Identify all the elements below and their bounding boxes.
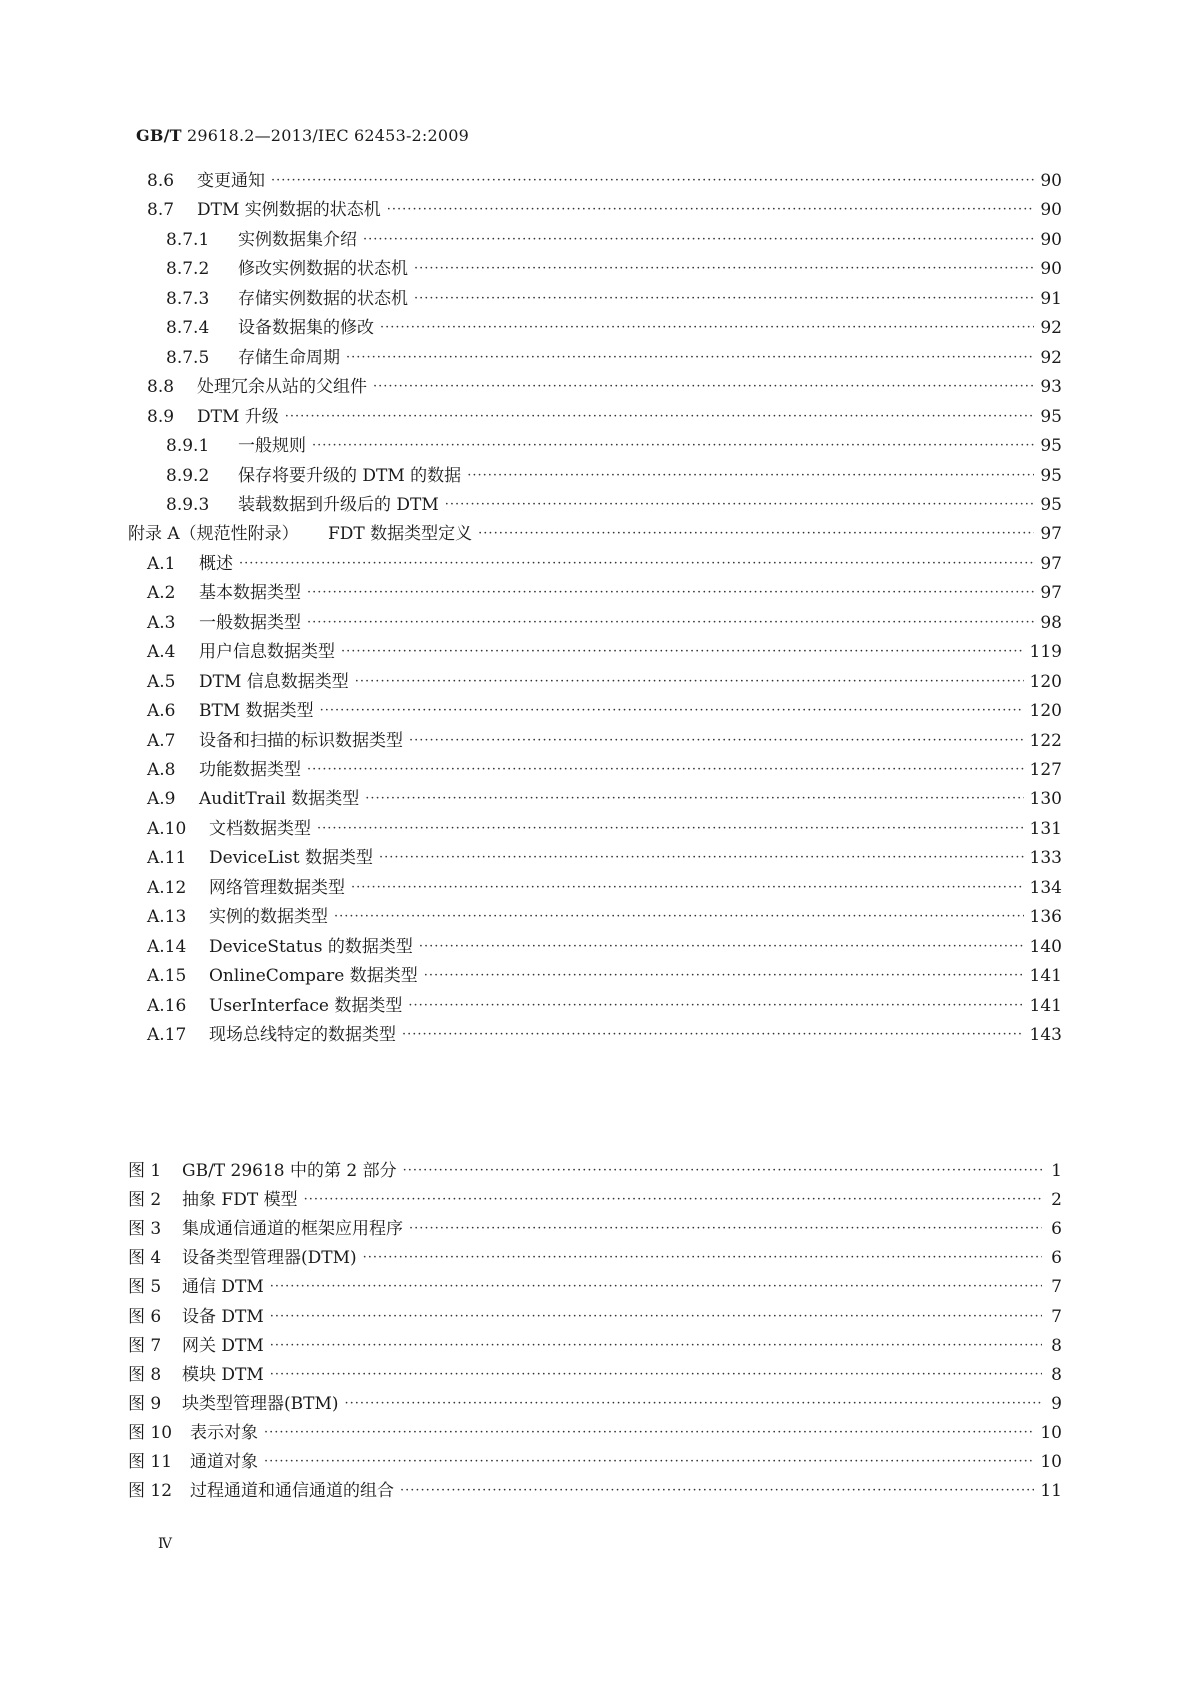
toc-section-number: A.1	[147, 553, 176, 574]
dot-leader	[445, 492, 1035, 518]
toc-section-title: DeviceStatus 的数据类型	[209, 936, 413, 957]
toc-figure-title: 块类型管理器(BTM)	[182, 1393, 339, 1414]
dot-leader	[414, 286, 1034, 312]
dot-leader	[467, 463, 1034, 489]
dot-leader	[341, 639, 1024, 665]
toc-figure-title: GB/T 29618 中的第 2 部分	[182, 1161, 397, 1181]
dot-leader	[320, 698, 1024, 724]
toc-section-page-number: 90	[1040, 229, 1062, 250]
toc-figure-page-number: 10	[1040, 1452, 1062, 1472]
dot-leader	[264, 1449, 1034, 1475]
toc-section-entry[interactable]	[147, 963, 1062, 989]
toc-section-entry[interactable]	[166, 345, 1062, 371]
dot-leader	[478, 521, 1034, 547]
toc-section-number: A.13	[147, 907, 187, 928]
toc-section-number: 8.7.5	[166, 347, 210, 368]
dot-leader	[270, 1333, 1042, 1359]
toc-figure-entry[interactable]	[128, 1333, 1062, 1359]
toc-section-page-number: 134	[1029, 877, 1062, 898]
toc-section-page-number: 91	[1040, 288, 1062, 309]
standard-number: 29618.2—2013/IEC 62453-2:2009	[187, 126, 470, 145]
toc-section-number: 8.7.1	[166, 229, 210, 250]
toc-section-page-number: 90	[1040, 171, 1062, 191]
toc-section-page-number: 90	[1040, 259, 1062, 280]
toc-section-entry[interactable]	[166, 286, 1062, 312]
toc-section-entry[interactable]	[147, 610, 1062, 636]
toc-figure-page-number: 6	[1051, 1248, 1062, 1269]
toc-section-page-number: 141	[1029, 966, 1062, 987]
toc-figure-title: 抽象 FDT 模型	[182, 1190, 298, 1211]
toc-section-page-number: 119	[1029, 642, 1062, 663]
page-number: Ⅳ	[158, 1536, 172, 1552]
toc-section-entry[interactable]	[147, 875, 1062, 901]
toc-section-number: A.8	[147, 760, 176, 780]
dot-leader	[264, 1420, 1034, 1446]
toc-section-title: 用户信息数据类型	[199, 642, 335, 663]
toc-section-title: DeviceList 数据类型	[209, 848, 373, 869]
dot-leader	[307, 580, 1034, 606]
toc-section-number: 8.9.2	[166, 465, 210, 486]
toc-section-page-number: 93	[1040, 377, 1062, 398]
toc-section-title: 处理冗余从站的父组件	[197, 377, 367, 398]
toc-section-entry[interactable]	[147, 1022, 1062, 1048]
toc-section-page-number: 97	[1040, 553, 1062, 574]
toc-figure-number: 图 10	[128, 1422, 173, 1443]
toc-section-page-number: 136	[1029, 907, 1062, 928]
toc-section-title: 设备和扫描的标识数据类型	[199, 730, 403, 751]
toc-section-entry[interactable]	[147, 669, 1062, 695]
toc-section-page-number: 122	[1029, 730, 1062, 751]
dot-leader	[307, 610, 1034, 636]
dot-leader	[285, 404, 1035, 430]
toc-section-page-number: 120	[1029, 701, 1062, 722]
toc-section-number: 8.6	[147, 171, 175, 191]
toc-figure-entry[interactable]	[128, 1216, 1062, 1242]
toc-section-page-number: 95	[1040, 436, 1062, 457]
dot-leader	[355, 669, 1024, 695]
toc-section-title: 保存将要升级的 DTM 的数据	[238, 465, 462, 486]
toc-section-title: UserInterface 数据类型	[209, 995, 403, 1016]
toc-section-number: A.7	[147, 730, 176, 751]
toc-section-title: 网络管理数据类型	[209, 877, 345, 898]
toc-section-number: A.2	[147, 583, 176, 604]
dot-leader	[409, 728, 1024, 754]
dot-leader	[363, 227, 1034, 253]
dot-leader	[409, 1216, 1042, 1242]
toc-figure-page-number: 7	[1051, 1306, 1062, 1327]
toc-figure-title: 过程通道和通信通道的组合	[190, 1481, 394, 1502]
toc-section-entry[interactable]	[128, 521, 1062, 547]
toc-section-number: 8.8	[147, 377, 175, 398]
toc-section-page-number: 127	[1029, 760, 1062, 780]
toc-section-title: DTM 实例数据的状态机	[197, 200, 381, 221]
toc-figure-entry[interactable]	[128, 1245, 1062, 1271]
toc-figure-title: 设备类型管理器(DTM)	[182, 1248, 357, 1269]
toc-figure-title: 通道对象	[190, 1452, 258, 1472]
toc-figure-title: 设备 DTM	[182, 1306, 264, 1327]
toc-figure-title: 模块 DTM	[182, 1364, 264, 1385]
toc-section-title: OnlineCompare 数据类型	[209, 966, 418, 987]
toc-figure-number: 图 7	[128, 1335, 162, 1356]
toc-section-entry[interactable]	[147, 404, 1062, 430]
toc-section-entry[interactable]	[147, 786, 1062, 812]
toc-section-page-number: 133	[1029, 848, 1062, 869]
dot-leader	[424, 963, 1024, 989]
toc-section-entry[interactable]	[147, 757, 1062, 783]
dot-leader	[239, 551, 1034, 577]
toc-section-entry[interactable]	[147, 374, 1062, 400]
toc-figure-title: 表示对象	[190, 1422, 258, 1443]
toc-section-number: 附录 A（规范性附录）	[128, 524, 299, 545]
toc-section-number: A.4	[147, 642, 176, 663]
toc-section-entry[interactable]	[147, 580, 1062, 606]
toc-section-page-number: 95	[1040, 494, 1062, 515]
toc-figure-entry[interactable]	[128, 1187, 1062, 1213]
toc-section-entry[interactable]	[147, 816, 1062, 842]
toc-figure-number: 图 2	[128, 1190, 162, 1211]
toc-section-page-number: 97	[1040, 524, 1062, 545]
toc-figure-number: 图 3	[128, 1219, 162, 1240]
toc-section-title: 装载数据到升级后的 DTM	[238, 494, 439, 515]
toc-section-entry[interactable]	[147, 551, 1062, 577]
toc-section-number: A.11	[147, 848, 187, 869]
toc-figure-page-number: 9	[1051, 1393, 1062, 1414]
toc-section-page-number: 97	[1040, 583, 1062, 604]
toc-section-number: A.10	[147, 818, 187, 839]
toc-section-title: 实例数据集介绍	[238, 229, 357, 250]
toc-section-number: A.5	[147, 671, 176, 692]
dot-leader	[304, 1187, 1042, 1213]
toc-section-title: 存储生命周期	[238, 347, 340, 368]
dot-leader	[363, 1245, 1042, 1271]
dot-leader	[419, 934, 1024, 960]
dot-leader	[387, 197, 1035, 223]
toc-section-entry[interactable]	[147, 197, 1062, 223]
dot-leader	[365, 786, 1023, 812]
toc-figure-page-number: 7	[1051, 1277, 1062, 1298]
dot-leader	[270, 1274, 1042, 1300]
toc-section-page-number: 143	[1029, 1025, 1062, 1046]
toc-figure-number: 图 1	[128, 1161, 162, 1181]
toc-section-title: AuditTrail 数据类型	[199, 789, 360, 810]
toc-figure-page-number: 10	[1040, 1422, 1062, 1443]
toc-section-page-number: 141	[1029, 995, 1062, 1016]
dot-leader	[271, 168, 1034, 194]
toc-section-title: DTM 信息数据类型	[199, 671, 349, 692]
dot-leader	[373, 374, 1034, 400]
dot-leader	[351, 875, 1024, 901]
standard-prefix: GB/T	[136, 126, 182, 145]
toc-section-number: A.3	[147, 612, 176, 633]
toc-section-title: 文档数据类型	[209, 818, 311, 839]
toc-section-title: 实例的数据类型	[209, 907, 328, 928]
toc-section-page-number: 140	[1029, 936, 1062, 957]
toc-figure-number: 图 8	[128, 1364, 162, 1385]
toc-section-page-number: 120	[1029, 671, 1062, 692]
dot-leader	[346, 345, 1034, 371]
toc-section-title: 一般规则	[238, 436, 306, 457]
toc-figure-number: 图 12	[128, 1481, 173, 1502]
toc-section-entry[interactable]	[147, 639, 1062, 665]
toc-section-number: A.15	[147, 966, 187, 987]
dot-leader	[334, 904, 1024, 930]
toc-section-page-number: 92	[1040, 318, 1062, 339]
toc-figure-page-number: 8	[1051, 1364, 1062, 1385]
toc-figure-entry[interactable]	[128, 1304, 1062, 1330]
toc-figure-entry[interactable]	[128, 1420, 1062, 1446]
toc-figure-page-number: 11	[1040, 1481, 1062, 1502]
toc-figure-title: 网关 DTM	[182, 1335, 264, 1356]
toc-section-title: 功能数据类型	[199, 760, 301, 780]
toc-section-number: 8.7.2	[166, 259, 210, 280]
toc-section-title: FDT 数据类型定义	[328, 524, 473, 545]
dot-leader	[270, 1304, 1042, 1330]
toc-section-number: 8.7	[147, 200, 175, 221]
toc-section-page-number: 130	[1029, 789, 1062, 810]
toc-section-entry[interactable]	[147, 728, 1062, 754]
toc-section-number: A.17	[147, 1025, 187, 1046]
toc-section-entry[interactable]	[166, 433, 1062, 459]
toc-section-number: A.16	[147, 995, 187, 1016]
toc-section-page-number: 92	[1040, 347, 1062, 368]
toc-section-entry[interactable]	[147, 698, 1062, 724]
toc-section-number: A.14	[147, 936, 187, 957]
toc-section-page-number: 95	[1040, 406, 1062, 427]
toc-section-entry[interactable]	[147, 904, 1062, 930]
toc-section-title: 一般数据类型	[199, 612, 301, 633]
dot-leader	[414, 256, 1034, 282]
toc-section-title: 现场总线特定的数据类型	[209, 1025, 396, 1046]
toc-figure-title: 集成通信通道的框架应用程序	[182, 1219, 403, 1240]
toc-section-number: 8.7.3	[166, 288, 210, 309]
dot-leader	[312, 433, 1034, 459]
toc-section-entry[interactable]	[147, 845, 1062, 871]
toc-section-entry[interactable]	[166, 315, 1062, 341]
toc-section-entry[interactable]	[147, 993, 1062, 1019]
toc-section-entry[interactable]	[147, 168, 1062, 194]
toc-figure-title: 通信 DTM	[182, 1277, 264, 1298]
toc-section-entry[interactable]	[166, 463, 1062, 489]
dot-leader	[400, 1478, 1034, 1504]
toc-figure-number: 图 4	[128, 1248, 162, 1269]
toc-section-page-number: 131	[1029, 818, 1062, 839]
dot-leader	[402, 1022, 1024, 1048]
toc-section-entry[interactable]	[166, 492, 1062, 518]
toc-section-number: A.6	[147, 701, 176, 722]
toc-section-number: 8.9	[147, 406, 175, 427]
dot-leader	[270, 1362, 1042, 1388]
toc-section-title: 变更通知	[197, 171, 265, 191]
toc-section-number: 8.7.4	[166, 318, 210, 339]
toc-figure-number: 图 9	[128, 1393, 162, 1414]
dot-leader	[307, 757, 1024, 783]
toc-figure-page-number: 2	[1051, 1190, 1062, 1211]
toc-figure-entry[interactable]	[128, 1478, 1062, 1504]
toc-section-title: 修改实例数据的状态机	[238, 259, 408, 280]
dot-leader	[403, 1158, 1042, 1184]
toc-figure-entry[interactable]	[128, 1391, 1062, 1417]
toc-section-number: A.12	[147, 877, 187, 898]
toc-section-entry[interactable]	[166, 256, 1062, 282]
toc-section-number: 8.9.3	[166, 494, 210, 515]
toc-figure-page-number: 6	[1051, 1219, 1062, 1240]
toc-figure-number: 图 11	[128, 1452, 173, 1472]
toc-section-title: DTM 升级	[197, 406, 279, 427]
toc-figure-entry[interactable]	[128, 1158, 1062, 1184]
toc-section-title: 存储实例数据的状态机	[238, 288, 408, 309]
toc-section-title: 概述	[199, 553, 233, 574]
dot-leader	[379, 845, 1024, 871]
toc-figure-number: 图 6	[128, 1306, 162, 1327]
toc-section-entry[interactable]	[166, 227, 1062, 253]
toc-figure-entry[interactable]	[128, 1274, 1062, 1300]
document-header	[136, 126, 469, 145]
toc-figure-entry[interactable]	[128, 1449, 1062, 1475]
dot-leader	[345, 1391, 1042, 1417]
toc-figure-number: 图 5	[128, 1277, 162, 1298]
toc-section-number: A.9	[147, 789, 176, 810]
toc-figure-page-number: 1	[1051, 1161, 1062, 1181]
dot-leader	[380, 315, 1034, 341]
toc-section-entry[interactable]	[147, 934, 1062, 960]
toc-section-title: 基本数据类型	[199, 583, 301, 604]
toc-figure-page-number: 8	[1051, 1335, 1062, 1356]
toc-section-number: 8.9.1	[166, 436, 210, 457]
dot-leader	[408, 993, 1023, 1019]
toc-section-title: BTM 数据类型	[199, 701, 314, 722]
toc-section-page-number: 90	[1040, 200, 1062, 221]
toc-section-title: 设备数据集的修改	[238, 318, 374, 339]
toc-figure-entry[interactable]	[128, 1362, 1062, 1388]
toc-section-page-number: 98	[1040, 612, 1062, 633]
dot-leader	[317, 816, 1024, 842]
toc-section-page-number: 95	[1040, 465, 1062, 486]
